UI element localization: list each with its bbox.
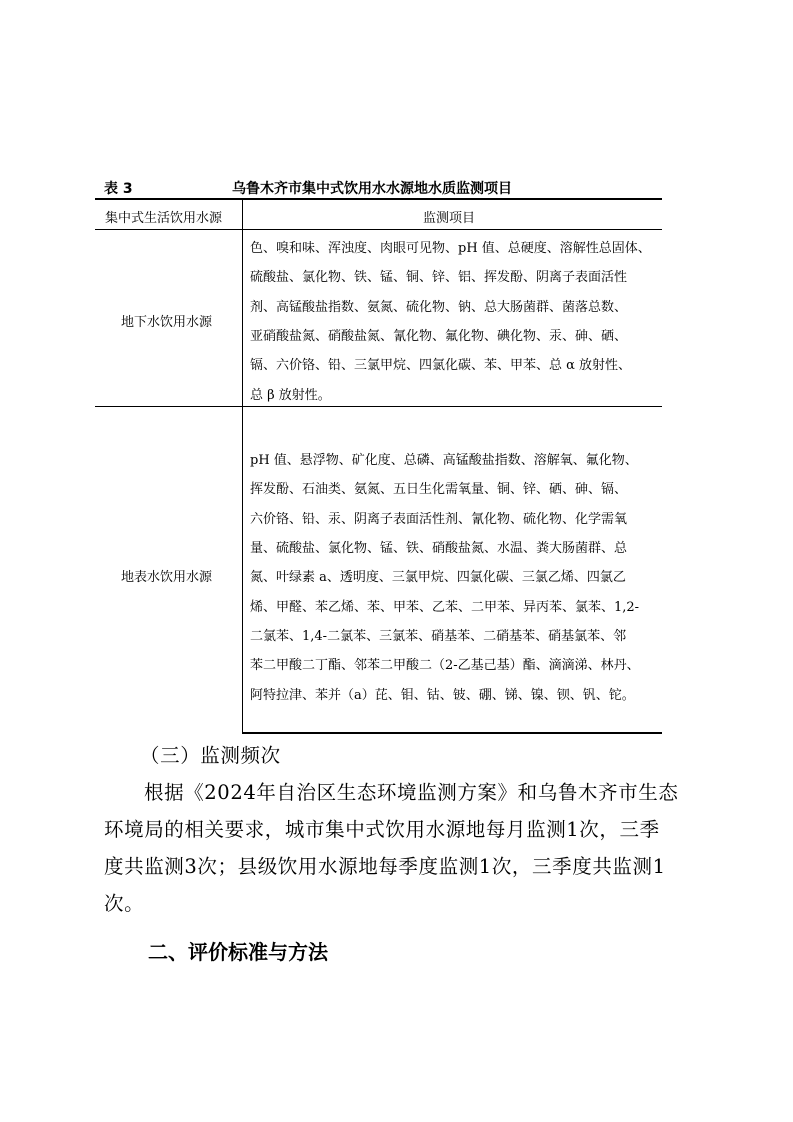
item-line: 量、硫酸盐、氯化物、锰、铁、硝酸盐氮、水温、粪大肠菌群、总 <box>250 541 628 556</box>
item-line: 硫酸盐、氯化物、铁、锰、铜、锌、铝、挥发酚、阴离子表面活性 <box>250 270 628 285</box>
section-heading-frequency: （三）监测频次 <box>140 744 281 767</box>
body-line: 环境局的相关要求，城市集中式饮用水源地每月监测1次，三季 <box>104 818 660 841</box>
item-line: 阿特拉津、苯并（a）芘、钼、钴、铍、硼、锑、镍、钡、钒、铊。 <box>250 688 635 703</box>
item-line: pH 值、悬浮物、矿化度、总磷、高锰酸盐指数、溶解氧、氟化物、 <box>250 453 638 468</box>
item-line: 六价铬、铅、汞、阴离子表面活性剂、氰化物、硫化物、化学需氧 <box>250 512 628 527</box>
body-line: 根据《2024年自治区生态环境监测方案》和乌鲁木齐市生态 <box>144 781 679 804</box>
body-line: 次。 <box>104 892 145 915</box>
item-line: 剂、高锰酸盐指数、氨氮、硫化物、钠、总大肠菌群、菌落总数、 <box>250 300 628 315</box>
header-source: 集中式生活饮用水源 <box>105 211 223 226</box>
row-source-groundwater: 地下水饮用水源 <box>121 315 213 330</box>
table-caption <box>104 178 662 198</box>
section-heading-standards: 二、评价标准与方法 <box>148 940 328 964</box>
row-source-surface-water: 地表水饮用水源 <box>121 570 213 585</box>
item-line: 色、嗅和味、浑浊度、肉眼可见物、pH 值、总硬度、溶解性总固体、 <box>250 241 651 256</box>
table-row-divider <box>95 406 662 407</box>
item-line: 氮、叶绿素 a、透明度、三氯甲烷、四氯化碳、三氯乙烯、四氯乙 <box>250 570 626 585</box>
item-line: 亚硝酸盐氮、硝酸盐氮、氰化物、氟化物、碘化物、汞、砷、硒、 <box>250 329 628 344</box>
table-column-divider <box>242 199 243 733</box>
table-header-rule <box>95 229 662 230</box>
table-top-rule <box>95 198 662 200</box>
table-bottom-rule <box>242 732 662 734</box>
item-line: 镉、六价铬、铅、三氯甲烷、四氯化碳、苯、甲苯、总 α 放射性、 <box>250 358 632 373</box>
item-line: 挥发酚、石油类、氨氮、五日生化需氧量、铜、锌、硒、砷、镉、 <box>250 482 628 497</box>
item-line: 总 β 放射性。 <box>250 388 331 403</box>
body-line: 度共监测3次；县级饮用水源地每季度监测1次，三季度共监测1 <box>104 855 666 878</box>
item-line: 二氯苯、1,4-二氯苯、三氯苯、硝基苯、二硝基苯、硝基氯苯、邻 <box>250 629 627 644</box>
item-line: 苯二甲酸二丁酯、邻苯二甲酸二（2-乙基己基）酯、滴滴涕、林丹、 <box>250 658 640 673</box>
item-line: 烯、甲醛、苯乙烯、苯、甲苯、乙苯、二甲苯、异丙苯、氯苯、1,2- <box>250 600 640 615</box>
table-number: 表 3 <box>104 181 133 197</box>
table-title: 乌鲁木齐市集中式饮用水水源地水质监测项目 <box>232 181 512 197</box>
header-items: 监测项目 <box>423 211 476 226</box>
